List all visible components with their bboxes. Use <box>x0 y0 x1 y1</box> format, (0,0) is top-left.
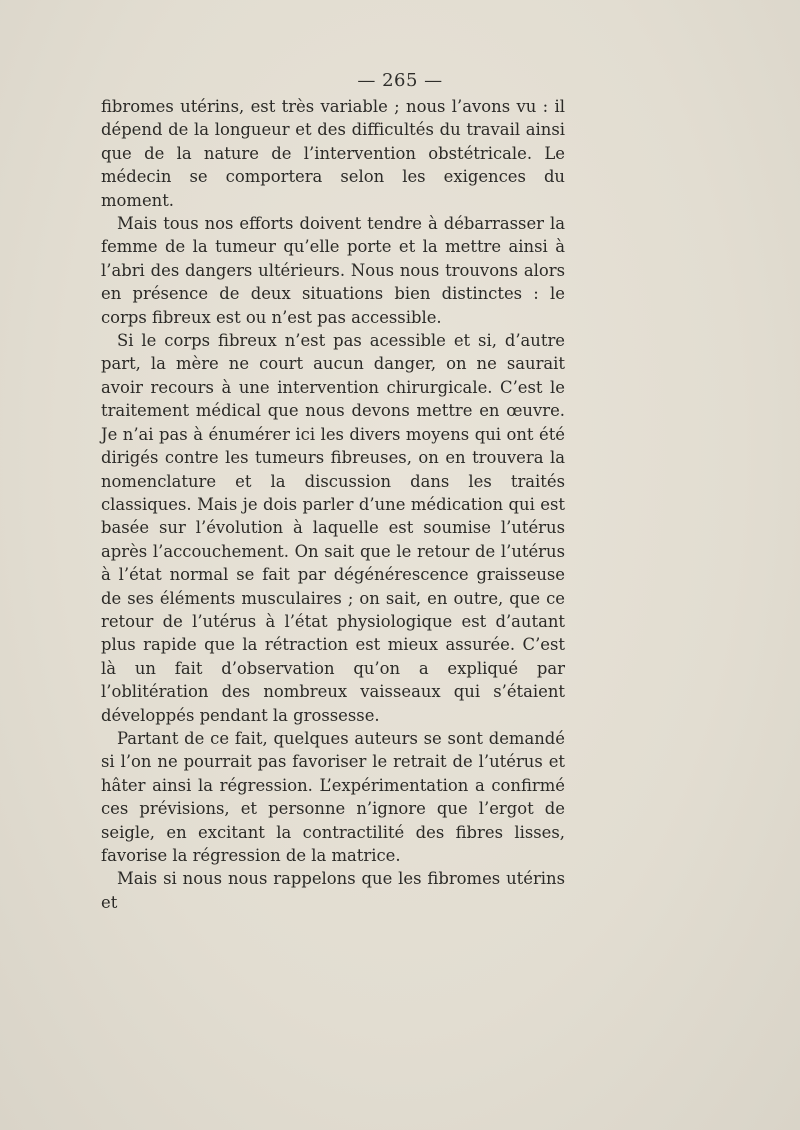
paragraph-5: Mais si nous nous rappelons que les fibromes utérins et <box>101 869 565 912</box>
paragraph-2: Mais tous nos efforts doivent tendre à débarrasser la femme de la tumeur qu’elle porte et la mettre ainsi à l’abri des dangers ultérieurs. Nous nous trouvons alors en présence de deux situations bien distinctes : le corps fibreux est ou n’est pas accessible. <box>101 214 565 327</box>
page-body <box>101 95 565 914</box>
paragraph-4: Partant de ce fait, quelques auteurs se sont demandé si l’on ne pourrait pas favoriser le retrait de l’utérus et hâter ainsi la régression. L’expérimentation a confirmé ces prévisions, et personne n’ignore que l’ergot de seigle, en excitant la contractilité des fibres lisses, favorise la régression de la matrice. <box>101 728 565 865</box>
paragraph-3: Si le corps fibreux n’est pas acessible et si, d’autre part, la mère ne court aucun danger, on ne saurait avoir recours à une intervention chirurgicale. C’est le traitement médical que nous devons mettre en œuvre. Je n’ai pas à énumérer ici les divers moyens qui ont été dirigés contre les tumeurs fibreuses, on en trouvera la nomenclature et la discussion dans les traités classiques. Mais je dois parler d’une médication qui est basée sur l’évolution à laquelle est soumise l’utérus après l’accouchement. On sait que le retour de l’utérus à l’état normal se fait par dégénérescence graisseuse de ses éléments musculaires ; on sait, en outre, que ce retour de l’utérus à l’état physiologique est d’autant plus rapide que la rétraction est mieux assurée. C’est là un fait d’observation qu’on a expliqué par l’oblitération des nombreux vaisseaux qui s’étaient développés pendant la grossesse. <box>101 331 565 725</box>
page-number: — 265 — <box>357 70 443 91</box>
paragraph-1: fibromes utérins, est très variable ; nous l’avons vu : il dépend de la longueur et des difficultés du travail ainsi que de la nature de l’intervention obstétricale. Le médecin se comportera selon les exigences du moment. <box>101 97 565 210</box>
